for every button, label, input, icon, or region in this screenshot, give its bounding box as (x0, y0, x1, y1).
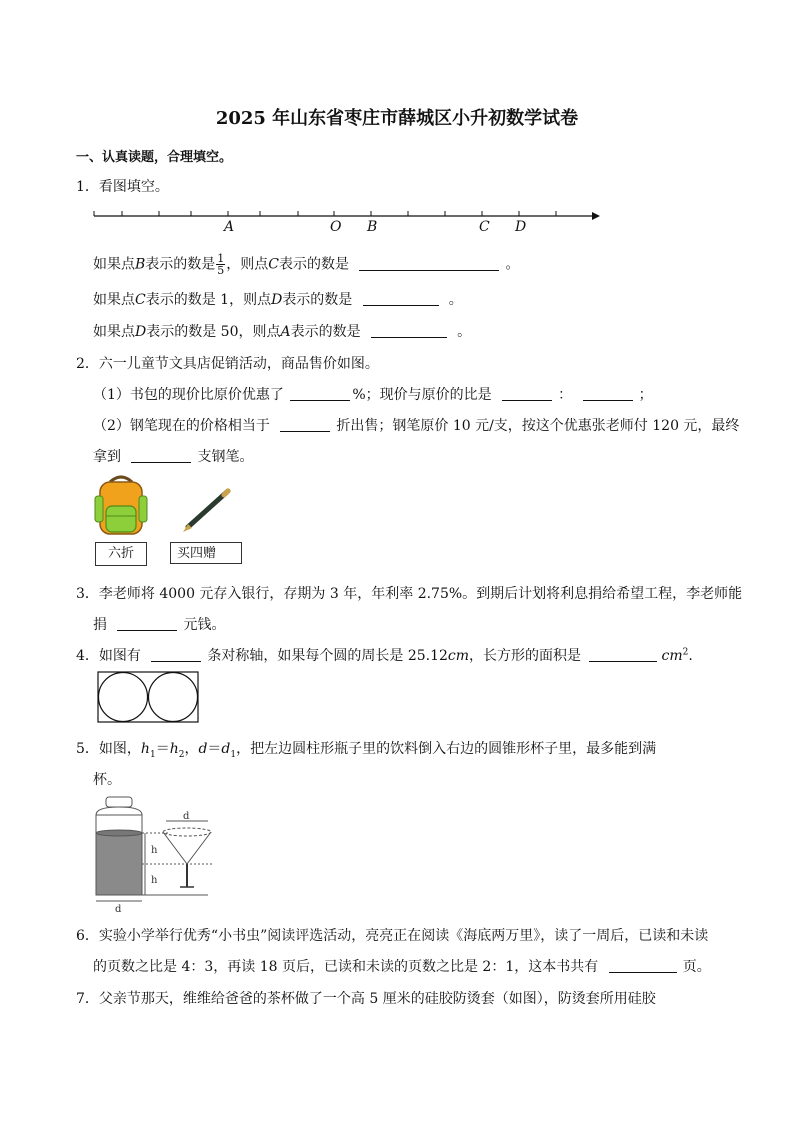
text: 表示的数是 1，则点 (145, 292, 272, 308)
text: 表示的数是 (279, 256, 350, 273)
text: ，则点 (226, 256, 269, 273)
fraction-one-fifth: $\frac{1}{5}$ (217, 252, 225, 277)
text: 如果点 (93, 292, 135, 308)
var-b: B (135, 256, 146, 273)
q4-line (76, 645, 693, 665)
text: 表示的数是 (145, 256, 216, 273)
var-d: d (198, 741, 208, 757)
q1-line3 (93, 321, 471, 341)
var-d: d (221, 741, 231, 757)
superscript: 2 (682, 647, 689, 658)
text: 表示的数是 50，则点 (146, 324, 281, 340)
h-label-bottom: h (151, 875, 158, 886)
q2-stem: 2．六一儿童节文具店促销活动，商品售价如图。 (76, 356, 379, 372)
answer-blank[interactable] (609, 958, 677, 973)
unit-cm: cm (447, 648, 470, 664)
two-circles-figure (97, 671, 199, 723)
text: ，把左边圆柱形瓶子里的饮料倒入右边的圆锥形杯子里，最多能到满 (236, 741, 657, 757)
text: . (688, 648, 693, 664)
q6-line1: 6．实验小学举行优秀“小书虫”阅读评选活动，亮亮正在阅读《海底两万里》，读了一周后，已读和未读 (76, 928, 709, 944)
point-label-b: B (367, 219, 378, 235)
point-label-o: O (330, 219, 342, 235)
q1-line1 (93, 253, 519, 276)
text: 页。 (682, 959, 711, 975)
answer-blank[interactable] (131, 448, 191, 463)
text: （1）书包的现价比原价优惠了 (93, 387, 284, 403)
var-a: A (280, 324, 291, 340)
text: 。 (505, 256, 520, 273)
text: 支钢笔。 (197, 449, 254, 465)
page-title: 2025 年山东省枣庄市薛城区小升初数学试卷 (215, 108, 579, 129)
q2-part1 (93, 384, 653, 404)
var-h: h (169, 741, 179, 757)
text: 。 (457, 324, 472, 340)
text: 如果点 (93, 256, 135, 273)
answer-blank[interactable] (359, 256, 499, 271)
point-label-a: A (224, 219, 235, 235)
text: 折出售；钢笔原价 10 元/支，按这个优惠张老师付 120 元，最终 (336, 418, 740, 434)
answer-blank[interactable] (363, 291, 439, 306)
section-heading: 一、认真读题，合理填空。 (76, 150, 233, 165)
answer-blank[interactable] (589, 647, 657, 662)
q2-part2-cont (93, 446, 253, 466)
number-line-ticks (94, 211, 556, 216)
text: ＝ (155, 741, 170, 757)
text: ； (638, 387, 653, 403)
var-c: C (268, 256, 280, 273)
q1-stem: 1．看图填空。 (76, 179, 169, 195)
text: 捐 (93, 617, 107, 633)
text: ： (558, 387, 573, 403)
tag-text: 买四赠 (177, 546, 217, 561)
var-c: C (135, 292, 146, 308)
text: ，长方形的面积是 (469, 648, 582, 664)
pen-image (180, 487, 234, 533)
point-label-d: D (515, 219, 527, 235)
q6-line2 (93, 956, 711, 976)
subscript: 2 (178, 749, 185, 760)
q1-line2 (93, 289, 463, 309)
text: 5．如图， (76, 741, 141, 757)
discount-tag-pen (170, 542, 242, 564)
cone-d-label: d (183, 811, 190, 822)
answer-blank[interactable] (502, 386, 552, 401)
subscript: 1 (149, 749, 156, 760)
text: ， (184, 741, 199, 757)
text: 表示的数是 (290, 324, 361, 340)
discount-tag-backpack: 六折 (95, 542, 147, 566)
q5-line1 (76, 738, 656, 760)
text: 元钱。 (183, 617, 226, 633)
text: 如果点 (93, 324, 135, 340)
text: 拿到 (93, 449, 121, 465)
bottle-d-label: d (115, 904, 122, 915)
var-h: h (140, 741, 150, 757)
backpack-image (92, 472, 150, 536)
text: （2）钢笔现在的价格相当于 (93, 418, 270, 434)
answer-blank[interactable] (280, 417, 330, 432)
answer-blank[interactable] (151, 647, 201, 662)
answer-blank[interactable] (290, 386, 350, 401)
q2-part2 (93, 415, 739, 435)
text: %；现价与原价的比是 (352, 387, 492, 403)
h-label-top: h (151, 845, 158, 856)
text: 。 (448, 292, 463, 308)
text: 条对称轴，如果每个圆的周长是 25.12 (207, 648, 448, 664)
q5-line2: 杯。 (93, 772, 121, 788)
var-d: D (135, 324, 147, 340)
subscript: 1 (230, 749, 237, 760)
q3-line2 (93, 614, 225, 634)
var-d: D (271, 292, 283, 308)
answer-blank[interactable] (117, 616, 177, 631)
point-label-c: C (479, 219, 490, 235)
unit-cm: cm (661, 648, 683, 664)
answer-blank[interactable] (371, 323, 447, 338)
text: 表示的数是 (282, 292, 353, 308)
text: 4．如图有 (76, 648, 141, 664)
bottle-cone-figure (88, 795, 228, 915)
answer-blank[interactable] (583, 386, 633, 401)
text: 的页数之比是 4：3，再读 18 页后，已读和未读的页数之比是 2：1，这本书共有 (93, 959, 599, 975)
text: ＝ (207, 741, 222, 757)
q7-line1: 7．父亲节那天，维维给爸爸的茶杯做了一个高 5 厘米的硅胶防烫套（如图），防烫套所用硅胶 (76, 991, 656, 1007)
q3-line1: 3．李老师将 4000 元存入银行，存期为 3 年，年利率 2.75%。到期后计划将利息捐给希望工程，李老师能 (76, 586, 743, 602)
